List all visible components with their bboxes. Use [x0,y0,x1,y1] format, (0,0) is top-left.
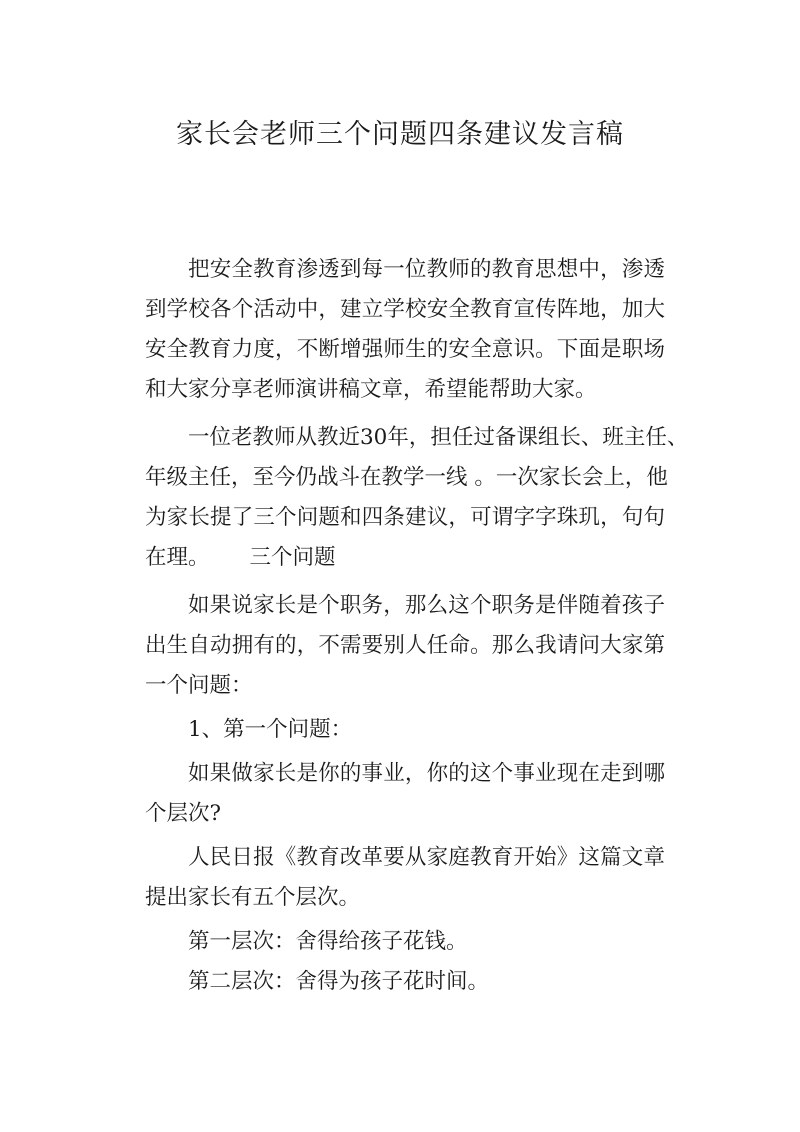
paragraph-line: 一位老教师从教近30年，担任过备课组长、班主任、 [188,425,689,450]
paragraph-line: 安全教育力度，不断增强师生的安全意识。下面是职场 [145,337,665,362]
paragraph-line: 提出家长有五个层次。 [145,885,361,910]
paragraph-line: 到学校各个活动中，建立学校安全教育宣传阵地，加大 [145,297,665,322]
paragraph-line-text: 在理。 [145,545,210,570]
paragraph-line [145,544,665,572]
paragraph-line: 和大家分享老师演讲稿文章，希望能帮助大家。 [145,377,597,402]
paragraph-line: 为家长提了三个问题和四条建议，可谓字字珠玑，句句 [145,505,665,530]
paragraph-line: 如果说家长是个职务，那么这个职务是伴随着孩子 [188,593,665,618]
list-heading: 1、第一个问题： [188,717,353,742]
paragraph-line: 个层次? [145,801,222,826]
document-title: 家长会老师三个问题四条建议发言稿 [176,119,624,150]
paragraph-line: 第一层次：舍得给孩子花钱。 [188,929,468,954]
paragraph-line: 把安全教育渗透到每一位教师的教育思想中，渗透 [188,257,665,282]
paragraph-line: 第二层次：舍得为孩子花时间。 [188,969,490,994]
paragraph-line: 年级主任，至今仍战斗在教学一线 。一次家长会上，他 [145,465,668,490]
paragraph-line: 一个问题： [145,673,253,698]
paragraph-line: 人民日报《教育改革要从家庭教育开始》这篇文章 [188,845,665,870]
paragraph-line: 出生自动拥有的，不需要别人任命。那么我请问大家第 [145,633,665,658]
section-heading: 三个问题 [249,545,336,570]
paragraph-line: 如果做家长是你的事业，你的这个事业现在走到哪 [188,761,665,786]
